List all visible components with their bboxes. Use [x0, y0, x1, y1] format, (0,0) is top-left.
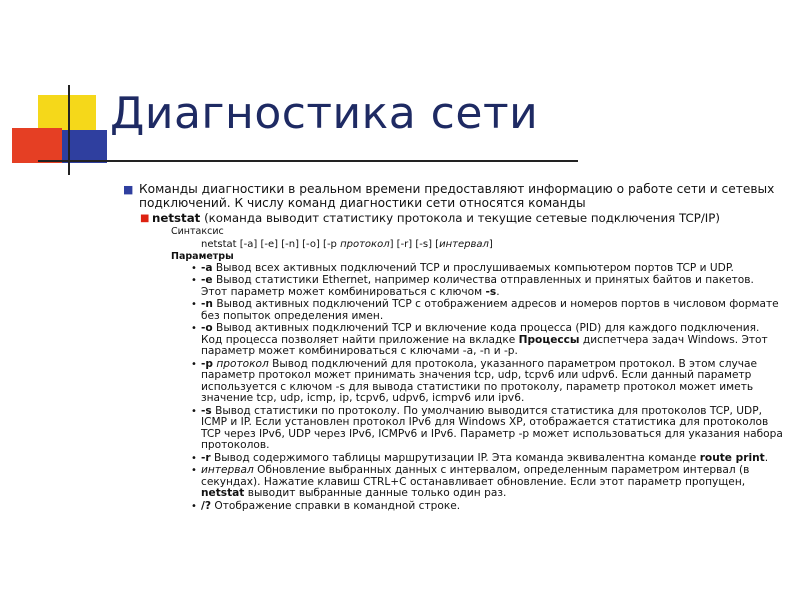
param-item: [123, 453, 783, 465]
param-text: Отображение справки в командной строке.: [211, 499, 461, 512]
param-keyword: route print: [699, 451, 765, 464]
netstat-desc: (команда выводит статистику протокола и текущие сетевые подключения TCP/IP): [204, 211, 721, 225]
decor-red-square: [12, 128, 62, 163]
bullet-icon: •: [191, 465, 197, 476]
syntax-line: netstat [-a] [-e] [-n] [-o] [-p протокол] [-r] [-s] [интервал]: [201, 238, 493, 250]
param-text: Вывод статистики по протоколу. По умолчанию выводится статистика для протоколов TCP, UDP, ICMP и IP. Если установлен протокол IPv6 для Windows XP, отображается статистика для протоколов TCP через IPv6, UDP через IPv6, ICMPv6 и IPv6. Параметр -p может использоваться для указания набора протоколов.: [201, 404, 783, 451]
param-text-end: .: [764, 451, 769, 464]
param-item: [123, 323, 783, 358]
param-item: [123, 263, 783, 275]
param-text: Вывод статистики Ethernet, например количества отправленных и принятых байтов и пакетов. Этот параметр может комбинироваться с ключом: [201, 274, 754, 298]
bullet-icon: ■: [123, 183, 134, 196]
param-item: [123, 359, 783, 405]
param-item: [123, 275, 783, 298]
param-key: -o: [201, 322, 213, 334]
param-key: -n: [201, 298, 213, 310]
param-keyword: netstat: [201, 487, 245, 499]
param-key: -p: [201, 357, 213, 370]
bullet-icon: •: [191, 500, 197, 512]
param-text: Обновление выбранных данных с интервалом, определенным параметром интервал (в секундах). Нажатие клавиш CTRL+C останавливает обновление. Если этот параметр пропущен,: [201, 464, 750, 488]
bullet-icon: •: [191, 299, 197, 310]
param-text-end: диспетчера задач Windows. Этот параметр может комбинироваться с ключами -a, -n и -p.: [201, 333, 768, 357]
param-key: /?: [201, 499, 212, 512]
param-text: Вывод активных подключений TCP с отображением адресов и номеров портов в числовом формате без попыток определения имен.: [201, 298, 779, 322]
param-text-end: .: [496, 285, 500, 298]
param-text: Вывод подключений для протокола, указанного параметром протокол. В этом случае параметр протокол может принимать значения tcp, udp, tcpv6 или udpv6. Если данный параметр используется с ключом -s для вывода статистики по протоколу, параметр протокол может иметь значение tcp, udp, icmp, ip, tcpv6, udpv6, icmpv6 или ipv6.: [201, 357, 758, 404]
intro-item: [123, 183, 783, 210]
param-keyword: -s: [485, 285, 497, 298]
param-key-italic: протокол: [212, 357, 269, 370]
slide-body: [123, 183, 783, 512]
netstat-item: [123, 212, 783, 225]
param-keyword: Процессы: [518, 333, 580, 346]
decor-horizontal-line: [38, 160, 578, 162]
bullet-icon: ■: [140, 213, 150, 224]
netstat-name: netstat: [152, 211, 201, 225]
bullet-icon: •: [191, 405, 197, 417]
param-text: Вывод активных подключений TCP и включение кода процесса (PID) для каждого подключения. Код процесса позволяет найти приложение на вкладке: [201, 322, 760, 346]
bullet-icon: •: [191, 452, 197, 464]
param-key: -e: [201, 274, 213, 286]
param-text: Вывод содержимого таблицы маршрутизации IP. Эта команда эквивалентна команде: [210, 451, 700, 464]
param-item: [123, 501, 783, 513]
param-key: -r: [201, 451, 211, 464]
bullet-icon: •: [191, 275, 197, 286]
param-text-end: выводит выбранные данные только один раз.: [244, 487, 507, 499]
bullet-icon: •: [191, 262, 197, 274]
param-key: -a: [201, 261, 213, 274]
slide-title: Диагностика сети: [110, 88, 539, 139]
param-key: -s: [201, 404, 212, 417]
param-text: Вывод всех активных подключений TCP и прослушиваемых компьютером портов TCP и UDP.: [212, 261, 734, 274]
syntax-label: Синтаксис: [171, 226, 224, 237]
params-list: [123, 263, 783, 513]
bullet-icon: •: [191, 358, 197, 370]
param-key-italic: интервал: [201, 464, 254, 476]
params-label: Параметры: [171, 251, 234, 262]
bullet-icon: •: [191, 323, 197, 334]
param-item: [123, 465, 783, 500]
param-item: [123, 299, 783, 322]
param-item: [123, 406, 783, 452]
intro-text: Команды диагностики в реальном времени предоставляют информацию о работе сети и сетевых подключений. К числу команд диагностики сети относятся команды: [139, 182, 775, 210]
